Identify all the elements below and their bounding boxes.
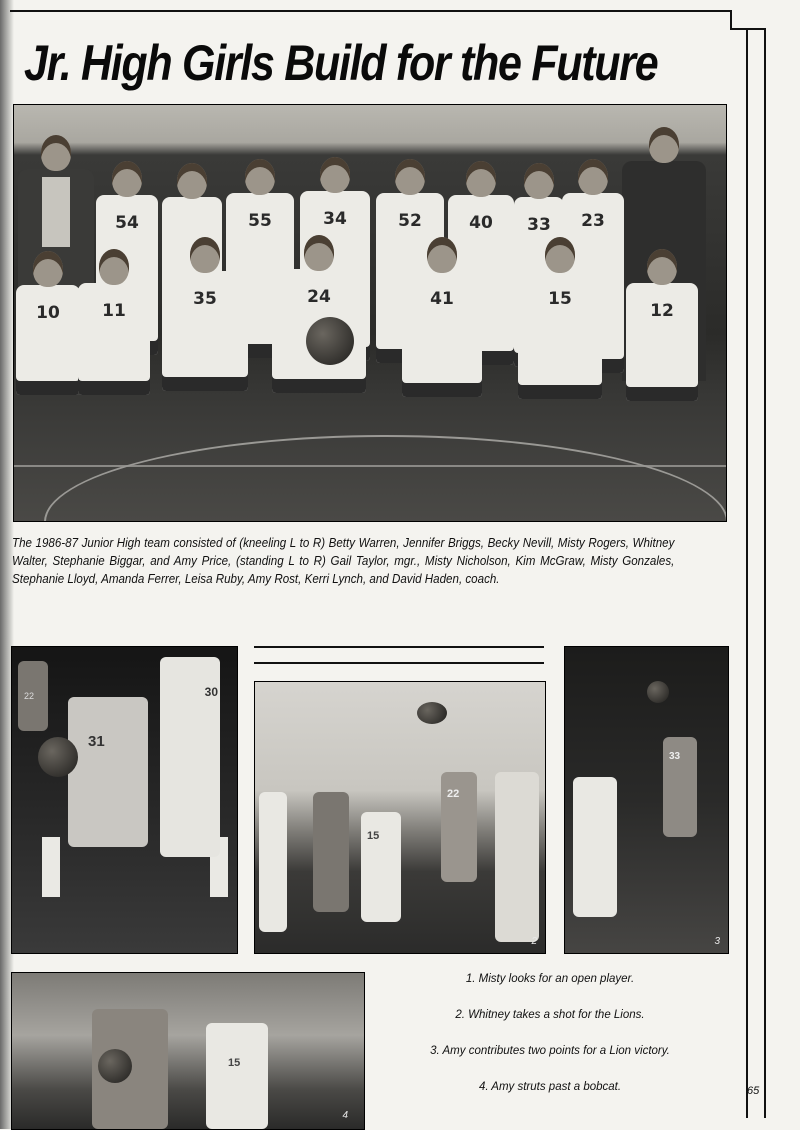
jersey-number: 24 xyxy=(307,287,331,307)
kneeling-player xyxy=(16,285,80,395)
jersey-number: 30 xyxy=(204,685,218,699)
jersey-number: 23 xyxy=(581,211,605,231)
photo-number: 2 xyxy=(531,936,537,947)
caption-1: 1. Misty looks for an open player. xyxy=(465,973,635,985)
middle-rule-top xyxy=(254,646,544,648)
jersey-number: 10 xyxy=(36,303,60,323)
basketball xyxy=(647,681,669,703)
action-photo-4 xyxy=(11,972,365,1130)
jersey-number: 40 xyxy=(469,213,493,233)
jersey-number: 33 xyxy=(669,751,681,762)
defender-figure xyxy=(160,657,220,857)
page-headline: Jr. High Girls Build for the Future xyxy=(24,35,658,91)
jersey-number: 15 xyxy=(367,830,380,842)
jersey-number: 55 xyxy=(248,211,272,231)
defender-figure xyxy=(361,812,401,922)
player-figure xyxy=(313,792,349,912)
photo-number: 4 xyxy=(342,1110,348,1121)
shooter-figure xyxy=(663,737,697,837)
frame-corner-horizontal xyxy=(730,28,766,30)
frame-right-rule xyxy=(746,28,748,1118)
jersey-number: 11 xyxy=(102,301,126,321)
frame-corner-vertical xyxy=(730,10,732,30)
jersey-number: 12 xyxy=(650,301,674,321)
kneeling-player xyxy=(162,271,248,391)
kneeling-player xyxy=(402,271,482,397)
caption-2: 2. Whitney takes a shot for the Lions. xyxy=(455,1009,645,1021)
middle-rule-bottom xyxy=(254,662,544,664)
team-photo xyxy=(13,104,727,522)
shooter-figure xyxy=(441,772,477,882)
jersey-number: 22 xyxy=(447,788,460,800)
court-arc xyxy=(44,435,727,522)
caption-4: 4. Amy struts past a bobcat. xyxy=(478,1081,622,1093)
defender-figure xyxy=(206,1023,268,1129)
jersey-number: 41 xyxy=(430,289,454,309)
team-photo-caption: The 1986-87 Junior High team consisted of (kneeling L to R) Betty Warren, Jennifer Briggs, Becky Nevill, Misty Rogers, Whitney Walter, Stephanie Biggar, and Amy Price, (standing L to R) Gail Taylor, mgr., Misty Nicholson, Kim McGraw, Misty Gonzales, Stephanie Lloyd, Amanda Ferrer, Leisa Ruby, Amy Rost, Kerri Lynch, and David Haden, coach. xyxy=(12,536,675,586)
frame-outer-rule xyxy=(764,28,766,1118)
page-number: 65 xyxy=(747,1085,760,1097)
kneeling-player xyxy=(626,283,698,401)
player-dribbling xyxy=(68,697,148,847)
manager-head xyxy=(41,135,71,171)
jersey-number: 31 xyxy=(88,733,105,750)
basketball xyxy=(417,702,447,724)
basketball xyxy=(306,317,354,365)
manager-shirt xyxy=(42,177,69,247)
action-photo-1 xyxy=(11,646,238,954)
player-figure xyxy=(495,772,539,942)
jersey-number: 15 xyxy=(548,289,572,309)
basketball xyxy=(38,737,78,777)
jersey-number: 52 xyxy=(398,211,422,231)
jersey-number: 22 xyxy=(24,691,35,701)
action-photo-3 xyxy=(564,646,729,954)
jersey-number: 54 xyxy=(115,213,139,233)
jersey-number: 15 xyxy=(228,1057,241,1069)
basketball xyxy=(98,1049,132,1083)
player-figure xyxy=(259,792,287,932)
frame-top-rule xyxy=(10,10,732,12)
photo-number: 3 xyxy=(714,936,720,947)
kneeling-player xyxy=(518,271,602,399)
jersey-number: 34 xyxy=(323,209,347,229)
caption-3: 3. Amy contributes two points for a Lion victory. xyxy=(430,1045,670,1057)
jersey-number: 33 xyxy=(527,215,551,235)
jersey-number: 35 xyxy=(193,289,217,309)
defender-figure xyxy=(573,777,617,917)
background-player xyxy=(18,661,48,731)
kneeling-player xyxy=(78,283,150,395)
coach-head xyxy=(649,127,679,163)
photo-captions xyxy=(380,966,720,1110)
action-photo-2 xyxy=(254,681,546,954)
